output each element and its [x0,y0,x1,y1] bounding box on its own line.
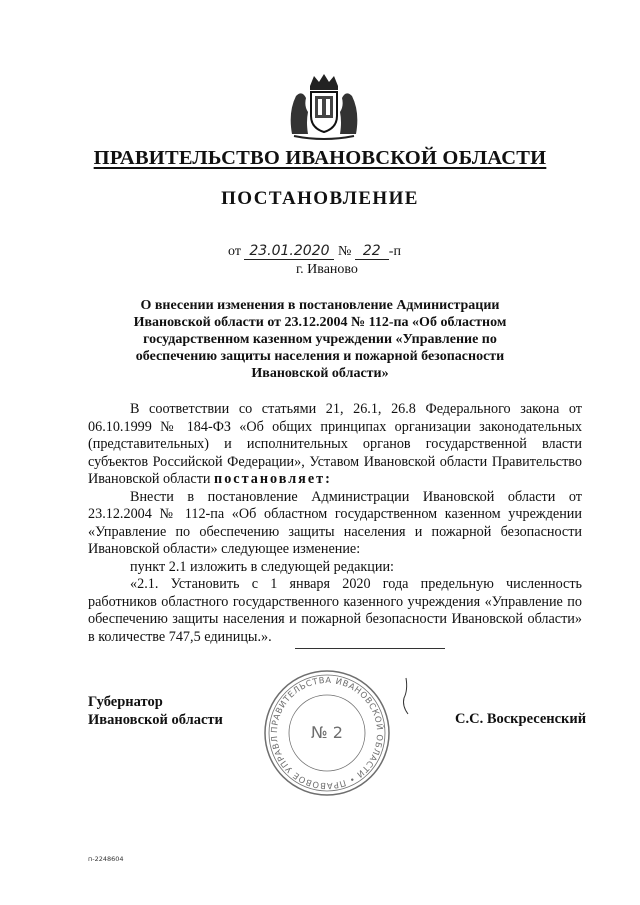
handwritten-signature [392,676,422,716]
stamp-ring-text: ПРАВИТЕЛЬСТВА ИВАНОВСКОЙ ОБЛАСТИ • ПРАВОВОЕ УПРАВЛ [268,674,386,792]
document-subject: О внесении изменения в постановление Администрации Ивановской области от 23.12.2004 № 112-па «Об областном государственном казенном учреждении «Управление по обеспечению защиты населения и пожарной безопасности Ивановской области» [133,298,507,381]
signature-mark-icon [392,676,422,716]
preamble-text: В соответствии со статьями 21, 26.1, 26.8 Федерального закона от 06.10.1999 № 184-ФЗ «Об общих принципах организации законодательных (представительных) и исполнительных органов государственной власти субъектов Российской Федерации», Уставом Ивановской области Правительство Ивановской области [88,401,582,487]
document-date: 23.01.2020 [244,244,334,260]
number-suffix: -п [388,244,401,259]
document-number: 22 [355,244,389,260]
number-sign: № [337,244,352,259]
official-round-stamp-icon [262,668,392,798]
coat-of-arms-emblem [284,72,364,142]
ivanovo-coat-of-arms-icon [284,72,364,142]
end-of-text-rule [295,648,445,649]
signer-title [88,693,223,729]
signer-title-line: Ивановской области [88,712,223,728]
stamp-number: № 2 [311,723,343,742]
footer-document-code: п-2248604 [88,855,124,863]
government-title: ПРАВИТЕЛЬСТВО ИВАНОВСКОЙ ОБЛАСТИ [93,147,547,169]
document-body [88,401,582,646]
date-number-line [228,244,401,260]
body-paragraph: «2.1. Установить с 1 января 2020 года предельную численность работников областного государственного казенного учреждения «Управление по обеспечению защиты населения и пожарной безопасности Ивановской области» в количестве 747,5 единицы.». [88,576,582,645]
date-prefix: от [228,244,241,259]
official-stamp [262,668,392,798]
city: г. Иваново [296,262,358,277]
signer-title-line: Губернатор [88,694,163,710]
signer-name: С.С. Воскресенский [455,711,587,727]
body-paragraph: пункт 2.1 изложить в следующей редакции: [130,558,394,575]
body-paragraph [88,401,582,489]
document-type: ПОСТАНОВЛЕНИЕ [221,188,419,209]
decree-keyword: постановляет: [214,471,332,487]
body-paragraph: Внести в постановление Администрации Ивановской области от 23.12.2004 № 112-па «Об областном государственном казенном учреждении «Управление по обеспечению защиты населения и пожарной безопасности Ивановской области» следующее изменение: [88,488,582,557]
